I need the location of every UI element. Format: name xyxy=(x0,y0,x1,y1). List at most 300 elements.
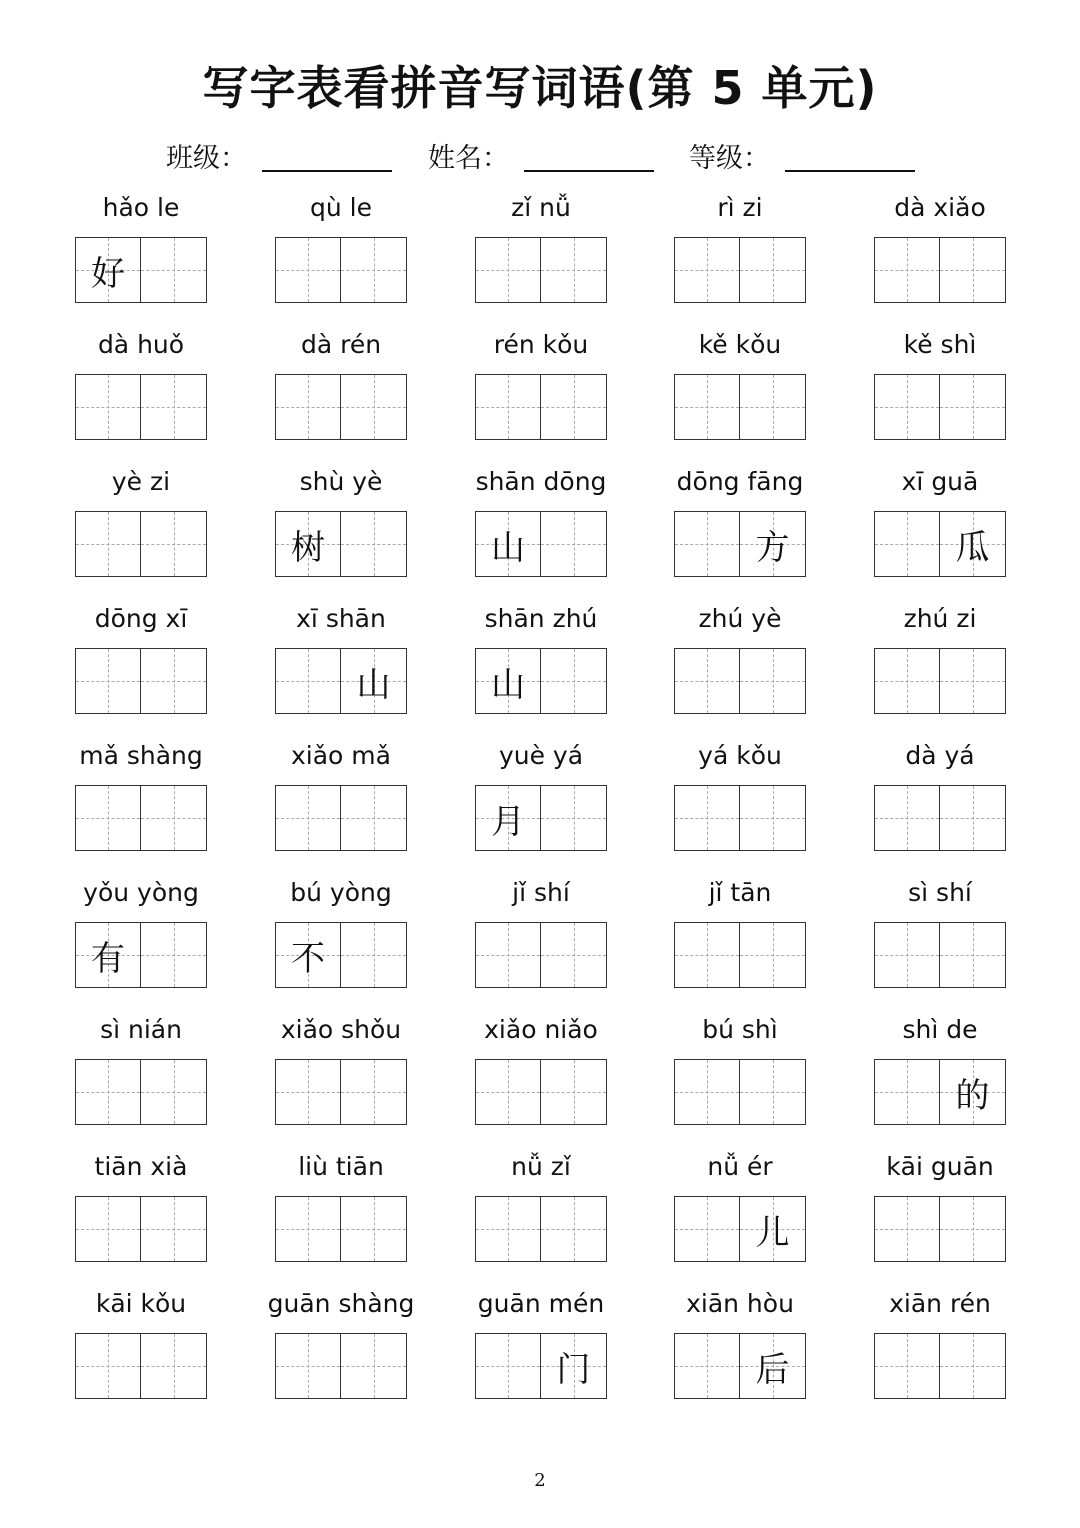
writing-box[interactable] xyxy=(874,785,940,851)
writing-box[interactable] xyxy=(341,922,407,988)
writing-box[interactable] xyxy=(75,785,141,851)
word-cell xyxy=(241,877,441,997)
writing-box[interactable] xyxy=(141,237,207,303)
writing-box[interactable] xyxy=(940,374,1006,440)
writing-box[interactable] xyxy=(341,785,407,851)
hint-character xyxy=(940,1197,1005,1261)
hint-character: 山 xyxy=(491,527,525,568)
word-cell xyxy=(441,192,641,312)
hint-character xyxy=(141,375,206,439)
word-cell xyxy=(41,329,241,449)
word-cell xyxy=(840,877,1040,997)
tianzige-pair xyxy=(275,648,407,714)
hint-character xyxy=(141,1197,206,1261)
writing-box[interactable] xyxy=(475,785,541,851)
word-cell xyxy=(41,1288,241,1408)
pinyin-label: shān zhú xyxy=(484,604,598,633)
hint-character xyxy=(675,1060,739,1124)
tianzige-pair xyxy=(475,1059,607,1125)
pinyin-label: xī shān xyxy=(296,604,386,633)
hint-character xyxy=(141,238,206,302)
word-cell xyxy=(840,329,1040,449)
hint-character xyxy=(940,786,1005,850)
tianzige-pair xyxy=(275,1333,407,1399)
word-cell xyxy=(41,1151,241,1271)
hint-character xyxy=(276,375,340,439)
tianzige-pair xyxy=(874,511,1006,577)
hint-character xyxy=(276,786,340,850)
pinyin-label: shù yè xyxy=(299,467,383,496)
pinyin-label: qù le xyxy=(310,193,372,222)
word-cell xyxy=(840,740,1040,860)
writing-box[interactable] xyxy=(475,1196,541,1262)
grade-label: 等级： xyxy=(689,143,770,174)
writing-box[interactable] xyxy=(341,1059,407,1125)
tianzige-pair xyxy=(475,237,607,303)
hint-character xyxy=(875,1197,939,1261)
pinyin-label: kě shì xyxy=(903,330,977,359)
writing-box[interactable] xyxy=(940,922,1006,988)
pinyin-label: guān mén xyxy=(477,1289,605,1318)
grade-blank[interactable] xyxy=(785,170,915,172)
writing-box[interactable] xyxy=(874,1333,940,1399)
writing-box[interactable] xyxy=(275,511,341,577)
word-cell xyxy=(241,329,441,449)
word-cell xyxy=(41,466,241,586)
writing-box[interactable] xyxy=(874,922,940,988)
tianzige-pair xyxy=(475,511,607,577)
writing-box[interactable] xyxy=(541,511,607,577)
tianzige-pair xyxy=(275,922,407,988)
writing-box[interactable] xyxy=(275,1333,341,1399)
hint-character xyxy=(675,1334,739,1398)
hint-character xyxy=(141,512,206,576)
hint-character xyxy=(541,238,606,302)
pinyin-label: yǒu yòng xyxy=(83,878,199,907)
writing-box[interactable] xyxy=(874,1196,940,1262)
hint-character xyxy=(141,649,206,713)
writing-box[interactable] xyxy=(874,511,940,577)
word-cell xyxy=(640,1151,840,1271)
writing-box[interactable] xyxy=(940,237,1006,303)
writing-box[interactable] xyxy=(740,1333,806,1399)
pinyin-label: sì shí xyxy=(908,878,972,907)
hint-character xyxy=(141,923,206,987)
writing-box[interactable] xyxy=(475,1059,541,1125)
tianzige-pair xyxy=(674,1196,806,1262)
tianzige-pair xyxy=(674,648,806,714)
writing-box[interactable] xyxy=(740,374,806,440)
writing-box[interactable] xyxy=(874,1059,940,1125)
word-cell xyxy=(241,1288,441,1408)
pinyin-label: kāi guān xyxy=(886,1152,994,1181)
word-cell xyxy=(640,740,840,860)
writing-box[interactable] xyxy=(740,1196,806,1262)
pinyin-label: xiǎo mǎ xyxy=(291,741,391,770)
pinyin-label: xiān rén xyxy=(889,1289,991,1318)
pinyin-label: dà rén xyxy=(300,330,382,359)
hint-character: 的 xyxy=(955,1075,990,1116)
writing-box[interactable] xyxy=(75,237,141,303)
word-cell xyxy=(441,877,641,997)
tianzige-pair xyxy=(75,1196,207,1262)
tianzige-pair xyxy=(275,1196,407,1262)
word-cell xyxy=(640,603,840,723)
tianzige-pair xyxy=(674,922,806,988)
word-cell xyxy=(840,192,1040,312)
word-cell xyxy=(441,1288,641,1408)
hint-character xyxy=(940,375,1005,439)
writing-box[interactable] xyxy=(341,237,407,303)
class-label: 班级： xyxy=(166,143,247,174)
hint-character xyxy=(341,786,406,850)
hint-character xyxy=(276,1334,340,1398)
word-cell xyxy=(640,1288,840,1408)
tianzige-pair xyxy=(475,1333,607,1399)
writing-box[interactable] xyxy=(541,922,607,988)
hint-character xyxy=(541,786,606,850)
pinyin-label: mǎ shàng xyxy=(79,741,203,770)
tianzige-pair xyxy=(674,237,806,303)
hint-character xyxy=(76,786,140,850)
pinyin-label: hǎo le xyxy=(102,193,180,222)
writing-box[interactable] xyxy=(75,922,141,988)
word-cell xyxy=(241,192,441,312)
hint-character xyxy=(476,238,540,302)
writing-box[interactable] xyxy=(541,785,607,851)
writing-box[interactable] xyxy=(341,1333,407,1399)
writing-box[interactable] xyxy=(740,1059,806,1125)
name-blank[interactable] xyxy=(524,170,654,172)
word-cell xyxy=(640,329,840,449)
tianzige-pair xyxy=(475,648,607,714)
word-cell xyxy=(840,1151,1040,1271)
writing-box[interactable] xyxy=(940,785,1006,851)
hint-character xyxy=(541,1197,606,1261)
writing-box[interactable] xyxy=(674,648,740,714)
writing-box[interactable] xyxy=(740,511,806,577)
pinyin-label: xiān hòu xyxy=(686,1289,794,1318)
hint-character xyxy=(141,786,206,850)
hint-character: 门 xyxy=(556,1349,591,1390)
hint-character xyxy=(675,238,739,302)
writing-box[interactable] xyxy=(940,1059,1006,1125)
hint-character: 方 xyxy=(755,527,790,568)
hint-character xyxy=(76,512,140,576)
hint-character xyxy=(541,923,606,987)
hint-character xyxy=(740,1060,805,1124)
writing-box[interactable] xyxy=(141,1196,207,1262)
writing-box[interactable] xyxy=(475,1333,541,1399)
hint-character xyxy=(875,1334,939,1398)
writing-box[interactable] xyxy=(674,785,740,851)
word-cell xyxy=(840,603,1040,723)
tianzige-pair xyxy=(275,374,407,440)
hint-character xyxy=(276,649,340,713)
tianzige-pair xyxy=(874,1333,1006,1399)
pinyin-label: dōng xī xyxy=(94,604,188,633)
writing-box[interactable] xyxy=(740,648,806,714)
tianzige-pair xyxy=(475,1196,607,1262)
writing-box[interactable] xyxy=(475,374,541,440)
hint-character xyxy=(476,923,540,987)
pinyin-label: nǚ zǐ xyxy=(511,1152,571,1181)
tianzige-pair xyxy=(874,648,1006,714)
pinyin-label: zhú yè xyxy=(698,604,782,633)
hint-character: 树 xyxy=(291,527,325,568)
word-cell xyxy=(441,466,641,586)
hint-character xyxy=(341,375,406,439)
writing-box[interactable] xyxy=(475,511,541,577)
pinyin-label: zhú zi xyxy=(903,604,977,633)
hint-character xyxy=(341,923,406,987)
hint-character: 山 xyxy=(356,664,391,705)
writing-box[interactable] xyxy=(674,511,740,577)
writing-box[interactable] xyxy=(674,1059,740,1125)
writing-box[interactable] xyxy=(940,1196,1006,1262)
pinyin-label: bú yòng xyxy=(290,878,392,907)
writing-box[interactable] xyxy=(541,1333,607,1399)
tianzige-pair xyxy=(475,922,607,988)
word-cell xyxy=(441,329,641,449)
hint-character xyxy=(740,786,805,850)
writing-box[interactable] xyxy=(141,374,207,440)
writing-box[interactable] xyxy=(341,511,407,577)
tianzige-pair xyxy=(275,511,407,577)
writing-box[interactable] xyxy=(141,922,207,988)
tianzige-pair xyxy=(674,1059,806,1125)
hint-character xyxy=(875,512,939,576)
pinyin-label: nǚ ér xyxy=(707,1152,773,1181)
name-label: 姓名： xyxy=(428,143,509,174)
hint-character xyxy=(875,238,939,302)
word-cell xyxy=(41,740,241,860)
writing-box[interactable] xyxy=(475,648,541,714)
word-cell xyxy=(241,1014,441,1134)
hint-character: 后 xyxy=(755,1349,790,1390)
hint-character xyxy=(675,649,739,713)
writing-box[interactable] xyxy=(275,922,341,988)
pinyin-label: bú shì xyxy=(702,1015,778,1044)
hint-character: 山 xyxy=(491,664,525,705)
word-cell xyxy=(441,603,641,723)
tianzige-pair xyxy=(874,1059,1006,1125)
word-cell xyxy=(441,1014,641,1134)
pinyin-label: shān dōng xyxy=(475,467,607,496)
writing-box[interactable] xyxy=(541,374,607,440)
word-cell xyxy=(241,466,441,586)
word-cell xyxy=(241,1151,441,1271)
hint-character xyxy=(276,1060,340,1124)
writing-box[interactable] xyxy=(141,648,207,714)
hint-character xyxy=(76,1334,140,1398)
word-cell xyxy=(640,192,840,312)
writing-box[interactable] xyxy=(874,648,940,714)
writing-box[interactable] xyxy=(674,1196,740,1262)
writing-box[interactable] xyxy=(940,648,1006,714)
hint-character xyxy=(341,1197,406,1261)
writing-box[interactable] xyxy=(141,1059,207,1125)
pinyin-label: jǐ tān xyxy=(708,878,772,907)
pinyin-label: jǐ shí xyxy=(512,878,570,907)
hint-character xyxy=(940,923,1005,987)
word-cell xyxy=(840,1014,1040,1134)
word-cell xyxy=(41,1014,241,1134)
hint-character xyxy=(341,238,406,302)
writing-box[interactable] xyxy=(674,237,740,303)
tianzige-pair xyxy=(874,237,1006,303)
writing-box[interactable] xyxy=(75,1333,141,1399)
writing-box[interactable] xyxy=(75,511,141,577)
tianzige-pair xyxy=(75,1059,207,1125)
tianzige-pair xyxy=(275,785,407,851)
writing-box[interactable] xyxy=(541,648,607,714)
pinyin-label: dà yá xyxy=(905,741,975,770)
writing-box[interactable] xyxy=(874,374,940,440)
writing-box[interactable] xyxy=(141,511,207,577)
hint-character xyxy=(76,1060,140,1124)
word-cell xyxy=(640,877,840,997)
tianzige-pair xyxy=(674,785,806,851)
writing-box[interactable] xyxy=(141,1333,207,1399)
hint-character xyxy=(875,1060,939,1124)
writing-box[interactable] xyxy=(75,1196,141,1262)
writing-box[interactable] xyxy=(940,1333,1006,1399)
tianzige-pair xyxy=(874,1196,1006,1262)
writing-box[interactable] xyxy=(674,1333,740,1399)
pinyin-label: rì zi xyxy=(717,193,763,222)
tianzige-pair xyxy=(874,785,1006,851)
tianzige-pair xyxy=(475,785,607,851)
writing-box[interactable] xyxy=(75,648,141,714)
writing-box[interactable] xyxy=(740,785,806,851)
writing-box[interactable] xyxy=(475,922,541,988)
writing-box[interactable] xyxy=(341,374,407,440)
class-blank[interactable] xyxy=(262,170,392,172)
hint-character xyxy=(875,375,939,439)
tianzige-pair xyxy=(874,374,1006,440)
hint-character xyxy=(341,1060,406,1124)
writing-box[interactable] xyxy=(275,237,341,303)
writing-box[interactable] xyxy=(341,1196,407,1262)
hint-character xyxy=(675,512,739,576)
writing-box[interactable] xyxy=(75,1059,141,1125)
word-cell xyxy=(840,1288,1040,1408)
writing-box[interactable] xyxy=(75,374,141,440)
tianzige-pair xyxy=(874,922,1006,988)
writing-box[interactable] xyxy=(740,922,806,988)
hint-character xyxy=(541,375,606,439)
hint-character xyxy=(740,923,805,987)
hint-character xyxy=(541,649,606,713)
hint-character: 好 xyxy=(91,253,125,294)
writing-box[interactable] xyxy=(275,785,341,851)
pinyin-label: dōng fāng xyxy=(676,467,804,496)
hint-character xyxy=(875,786,939,850)
writing-box[interactable] xyxy=(275,1196,341,1262)
writing-box[interactable] xyxy=(275,1059,341,1125)
pinyin-label: kě kǒu xyxy=(698,330,782,359)
pinyin-label: xī guā xyxy=(901,467,979,496)
writing-box[interactable] xyxy=(141,785,207,851)
word-cell xyxy=(41,877,241,997)
hint-character xyxy=(476,1197,540,1261)
pinyin-label: shì de xyxy=(902,1015,978,1044)
tianzige-pair xyxy=(674,511,806,577)
hint-character xyxy=(76,649,140,713)
hint-character xyxy=(875,923,939,987)
hint-character xyxy=(940,649,1005,713)
writing-box[interactable] xyxy=(341,648,407,714)
hint-character xyxy=(76,375,140,439)
tianzige-pair xyxy=(75,374,207,440)
hint-character: 月 xyxy=(491,801,525,842)
page-number: 2 xyxy=(534,1470,546,1491)
pinyin-label: zǐ nǚ xyxy=(511,193,571,222)
hint-character xyxy=(76,1197,140,1261)
writing-box[interactable] xyxy=(475,237,541,303)
pinyin-label: xiǎo shǒu xyxy=(280,1015,402,1044)
writing-box[interactable] xyxy=(541,1059,607,1125)
hint-character xyxy=(740,238,805,302)
word-cell xyxy=(441,1151,641,1271)
hint-character xyxy=(141,1060,206,1124)
writing-box[interactable] xyxy=(674,374,740,440)
pinyin-label: sì nián xyxy=(100,1015,182,1044)
hint-character xyxy=(476,1060,540,1124)
pinyin-label: liù tiān xyxy=(298,1152,384,1181)
tianzige-pair xyxy=(75,511,207,577)
hint-character: 儿 xyxy=(755,1212,790,1253)
hint-character xyxy=(940,1334,1005,1398)
pinyin-label: guān shàng xyxy=(267,1289,415,1318)
word-cell xyxy=(41,192,241,312)
hint-character xyxy=(276,238,340,302)
writing-box[interactable] xyxy=(740,237,806,303)
tianzige-pair xyxy=(75,785,207,851)
writing-box[interactable] xyxy=(275,374,341,440)
hint-character xyxy=(675,923,739,987)
writing-box[interactable] xyxy=(940,511,1006,577)
word-cell xyxy=(640,1014,840,1134)
hint-character xyxy=(675,1197,739,1261)
hint-character xyxy=(541,512,606,576)
word-cell xyxy=(441,740,641,860)
hint-character xyxy=(740,375,805,439)
hint-character xyxy=(341,512,406,576)
pinyin-label: yuè yá xyxy=(498,741,584,770)
pinyin-label: dà xiǎo xyxy=(894,193,986,222)
tianzige-pair xyxy=(75,922,207,988)
writing-box[interactable] xyxy=(541,237,607,303)
hint-character xyxy=(141,1334,206,1398)
pinyin-label: rén kǒu xyxy=(493,330,589,359)
writing-box[interactable] xyxy=(541,1196,607,1262)
hint-character xyxy=(740,649,805,713)
tianzige-pair xyxy=(475,374,607,440)
hint-character xyxy=(341,1334,406,1398)
writing-box[interactable] xyxy=(874,237,940,303)
writing-box[interactable] xyxy=(674,922,740,988)
tianzige-pair xyxy=(275,1059,407,1125)
tianzige-pair xyxy=(275,237,407,303)
tianzige-pair xyxy=(674,1333,806,1399)
hint-character xyxy=(541,1060,606,1124)
tianzige-pair xyxy=(75,237,207,303)
writing-box[interactable] xyxy=(275,648,341,714)
tianzige-pair xyxy=(75,648,207,714)
word-cell xyxy=(640,466,840,586)
